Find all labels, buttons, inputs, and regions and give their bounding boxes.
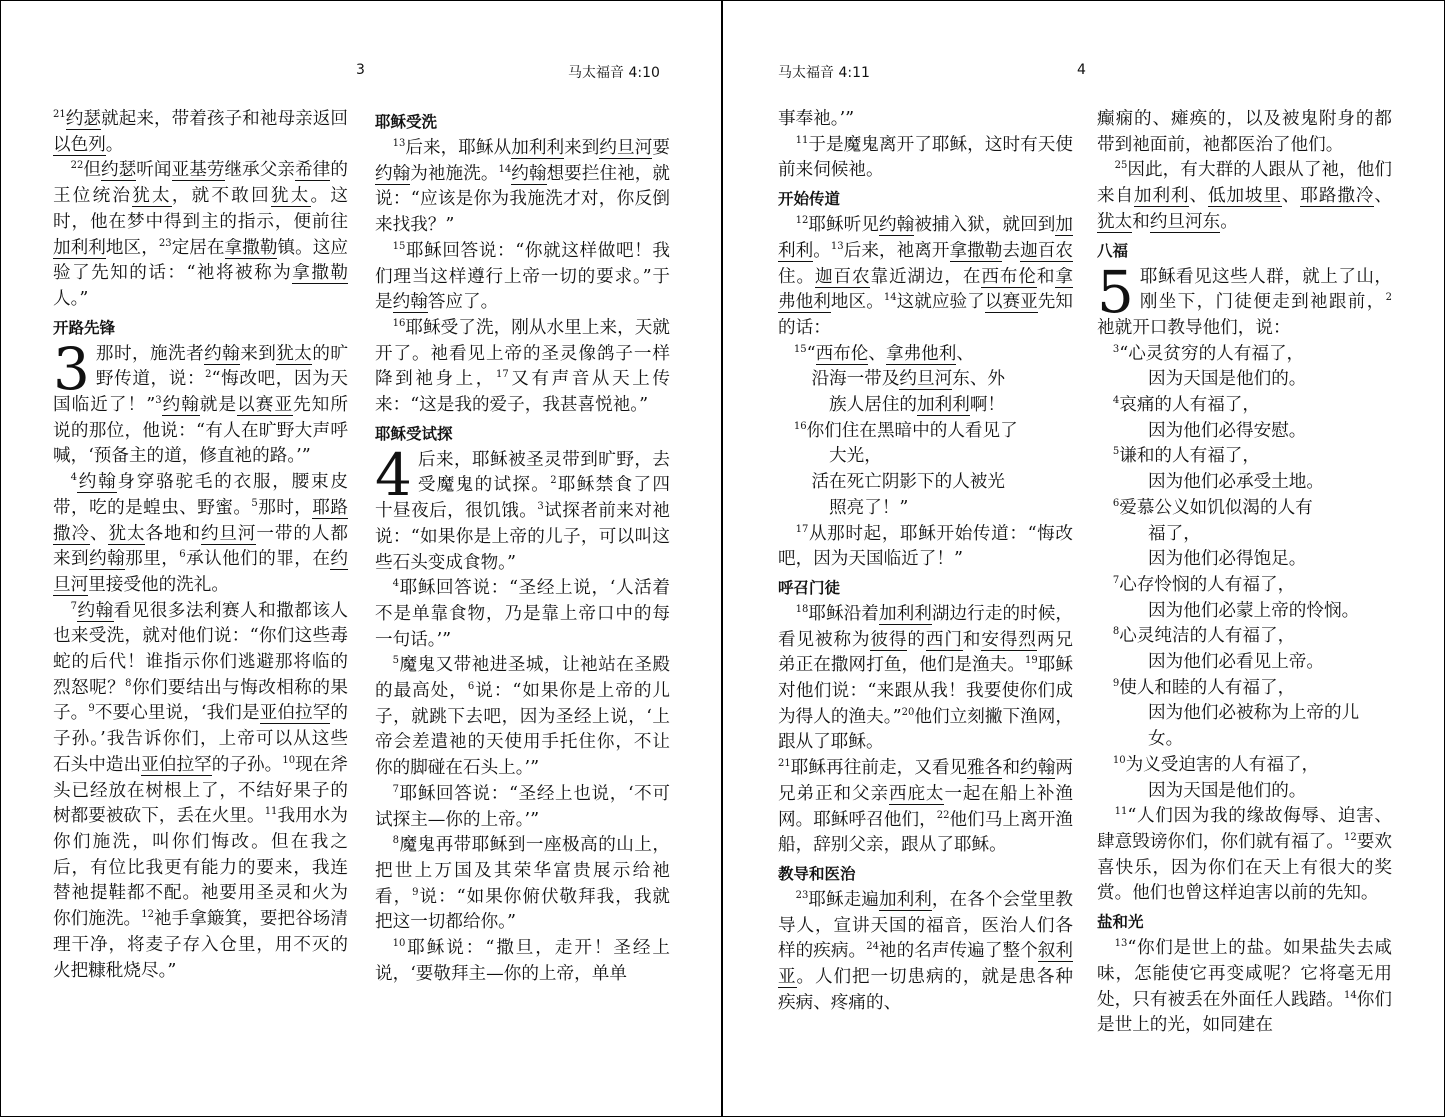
proper-noun: 安得烈 bbox=[981, 629, 1037, 650]
verse-number: 8 bbox=[125, 677, 132, 689]
verse-number: 4 bbox=[70, 472, 77, 484]
verse-paragraph: $^{22}$但约瑟听闻亚基劳继承父亲希律的王位统治犹太，就不敢回犹太。这时，他在梦中得到主的指示，便前往加利利地区，$^{23}$定居在拿撒勒镇。这应验了先知的话：“祂将被称为拿撒勒人。” bbox=[53, 160, 348, 309]
proper-noun: 加利利 bbox=[511, 138, 565, 158]
proper-noun: 雅各 bbox=[967, 758, 1003, 779]
verse-number: 4 bbox=[1112, 395, 1120, 407]
verse-number: 8 bbox=[1112, 626, 1120, 638]
verse-number: 21 bbox=[53, 109, 66, 121]
verse-paragraph: $^{17}$从那时起，耶稣开始传道：“悔改吧，因为天国临近了！” bbox=[778, 523, 1073, 570]
proper-noun: 加利利 bbox=[53, 237, 106, 258]
verse-number: 20 bbox=[901, 706, 915, 718]
proper-noun: 加利利 bbox=[917, 395, 970, 416]
poetry-line: 因为他们必得安慰。 bbox=[1148, 420, 1307, 441]
verse-number: 21 bbox=[778, 758, 791, 770]
poetry-line: $^{15}$“西布伦、拿弗他利、 bbox=[793, 343, 974, 364]
poetry-block bbox=[778, 342, 1073, 522]
proper-noun: 拿弗他利 bbox=[778, 266, 1073, 313]
chapter-paragraph: 4 后来，耶稣被圣灵带到旷野，去受魔鬼的试探。$^2$耶稣禁食了四十昼夜后，很饥饿。$^3$试探者前来对祂说：“如果你是上帝的儿子，可以叫这些石头变成食物。” bbox=[375, 440, 670, 573]
proper-noun: 以色列 bbox=[53, 134, 106, 155]
proper-noun: 西布伦 bbox=[815, 343, 869, 364]
proper-noun: 耶路撒冷 bbox=[1300, 186, 1375, 207]
poetry-line: 族人居住的加利利啊！ bbox=[829, 395, 1006, 416]
verse-paragraph: $^7$约翰看见很多法利赛人和撒都该人也来受洗，就对他们说：“你们这些毒蛇的后代！谁指示你们逃避那将临的烈怒呢？$^8$你们要结出与悔改相称的果子。$^9$不要心里说，‘我们是亚伯拉罕的子孙。’我告诉你们，上帝可以从这些石头中造出亚伯拉罕的子孙。$^{10}$现在斧头已经放在树根上了，不结好果子的树都要被砍下，丢在火里。$^{11}$我用水为你们施洗，叫你们悔改。但在我之后，有位比我更有能力的要来，我连替祂提鞋都不配。祂要用圣灵和火为你们施洗。$^{12}$祂手拿簸箕，要把谷场清理干净，将麦子存入仓里，用不灭的火把糠秕烧尽。” bbox=[53, 600, 348, 981]
verse-number: 4 bbox=[392, 578, 399, 590]
left-page bbox=[0, 0, 721, 1117]
proper-noun: 约翰 bbox=[76, 472, 118, 493]
proper-noun: 约翰 bbox=[204, 343, 241, 364]
verse-number: 8 bbox=[392, 835, 399, 847]
proper-noun: 约翰 bbox=[878, 215, 915, 236]
proper-noun: 约旦河 bbox=[200, 523, 257, 544]
verse-number: 17 bbox=[495, 369, 509, 381]
verse-number: 6 bbox=[179, 549, 186, 561]
poetry-line: 大光， bbox=[829, 446, 882, 467]
proper-noun: 约旦河 bbox=[899, 369, 953, 390]
proper-noun: 亚伯拉罕 bbox=[259, 703, 331, 724]
verse-number: 15 bbox=[793, 343, 807, 355]
verse-paragraph: $^{18}$耶稣沿着加利利湖边行走的时候，看见被称为彼得的西门和安得烈两兄弟正在撒网打鱼，他们是渔夫。$^{19}$耶稣对他们说：“来跟从我！我要使你们成为得人的渔夫。”$^{20}$他们立刻撇下渔网，跟从了耶稣。 bbox=[778, 603, 1073, 753]
proper-noun: 犹太 bbox=[276, 343, 313, 364]
verse-paragraph: $^{15}$耶稣回答说：“你就这样做吧！我们理当这样遵行上帝一切的要求。”于是约翰答应了。 bbox=[375, 240, 670, 313]
proper-noun: 西门 bbox=[925, 629, 963, 650]
poetry-block bbox=[1097, 342, 1392, 805]
proper-noun: 加利利 bbox=[878, 603, 932, 624]
verse-number: 10 bbox=[392, 938, 406, 950]
section-heading: 耶稣受试探 bbox=[375, 424, 453, 443]
chapter-number: 3 bbox=[53, 334, 90, 403]
proper-noun: 拿弗他利 bbox=[885, 343, 957, 364]
proper-noun: 约翰 bbox=[511, 163, 547, 184]
verse-number: 13 bbox=[830, 240, 844, 252]
verse-number: 10 bbox=[282, 755, 296, 767]
poetry-line: $^5$谦和的人有福了， bbox=[1112, 446, 1260, 467]
section-heading: 教导和医治 bbox=[778, 864, 856, 883]
verse-number: 10 bbox=[1112, 755, 1126, 767]
verse-paragraph: $^4$约翰身穿骆驼毛的衣服，腰束皮带，吃的是蝗虫、野蜜。$^5$那时，耶路撒冷、犹太各地和约旦河一带的人都来到约翰那里，$^6$承认他们的罪，在约旦河里接受他的洗礼。 bbox=[53, 472, 348, 595]
poetry-line: 照亮了！” bbox=[829, 497, 909, 518]
poetry-line: 因为他们必被称为上帝的儿女。 bbox=[1148, 703, 1360, 750]
verse-number: 12 bbox=[141, 909, 154, 921]
poetry-line: $^9$使人和睦的人有福了， bbox=[1112, 677, 1296, 698]
verse-number: 14 bbox=[883, 292, 897, 304]
verse-number: 2 bbox=[550, 475, 557, 487]
proper-noun: 亚伯拉罕 bbox=[141, 754, 212, 775]
verse-number: 3 bbox=[1112, 343, 1120, 355]
verse-number: 16 bbox=[793, 420, 807, 432]
verse-number: 13 bbox=[392, 138, 406, 150]
verse-number: 2 bbox=[205, 369, 212, 381]
proper-noun: 约翰 bbox=[76, 600, 114, 621]
section-heading: 呼召门徒 bbox=[778, 578, 841, 597]
proper-noun: 彼得 bbox=[870, 629, 908, 650]
poetry-line: 因为天国是他们的。 bbox=[1148, 780, 1307, 801]
text-column-1 bbox=[53, 107, 348, 984]
chapter-paragraph: 3 那时，施洗者约翰来到犹太的旷野传道，说：$^2$“悔改吧，因为天国临近了！”$^3$约翰就是以赛亚先知所说的那位，他说：“有人在旷野大声呼喊，‘预备主的道，修直祂的路。’” bbox=[53, 334, 348, 467]
verse-number: 15 bbox=[392, 240, 406, 252]
section-heading: 八福 bbox=[1097, 241, 1129, 260]
verse-number: 12 bbox=[795, 215, 809, 227]
page-number: 4 bbox=[1077, 62, 1086, 78]
verse-number: 12 bbox=[1343, 832, 1357, 844]
proper-noun: 以赛亚 bbox=[984, 292, 1038, 313]
verse-number: 22 bbox=[936, 809, 950, 821]
proper-noun: 约瑟 bbox=[65, 109, 102, 129]
verse-paragraph: $^{12}$耶稣听见约翰被捕入狱，就回到加利利。$^{13}$后来，祂离开拿撒勒去迦百农住。迦百农靠近湖边，在西布伦和拿弗他利地区。$^{14}$这就应验了以赛亚先知的话： bbox=[778, 215, 1073, 338]
proper-noun: 迦百农 bbox=[1020, 240, 1073, 261]
section-heading: 盐和光 bbox=[1097, 913, 1144, 932]
text-column-2 bbox=[1097, 107, 1392, 1039]
proper-noun: 约旦河东 bbox=[1149, 211, 1221, 232]
verse-number: 23 bbox=[795, 890, 809, 902]
verse-number: 3 bbox=[537, 501, 544, 513]
poetry-line: $^8$心灵纯洁的人有福了， bbox=[1112, 626, 1296, 647]
proper-noun: 约旦河 bbox=[53, 549, 348, 595]
proper-noun: 加利利 bbox=[1133, 186, 1190, 207]
proper-noun: 犹太 bbox=[270, 186, 311, 207]
text-column-1 bbox=[778, 107, 1073, 1017]
section-heading: 开路先锋 bbox=[53, 318, 116, 337]
right-page bbox=[723, 0, 1445, 1117]
verse-paragraph: $^{21}$约瑟就起来，带着孩子和祂母亲返回以色列。 bbox=[53, 109, 348, 155]
poetry-line: $^{10}$为义受迫害的人有福了， bbox=[1112, 754, 1320, 775]
verse-paragraph: $^5$魔鬼又带祂进圣城，让祂站在圣殿的最高处，$^6$说：“如果你是上帝的儿子，就跳下去吧，因为圣经上说，‘上帝会差遣祂的天使用手托住你，不让你的脚碰在石头上。’” bbox=[375, 655, 670, 779]
poetry-line: 因为他们必承受土地。 bbox=[1148, 472, 1324, 493]
proper-noun: 迦百农 bbox=[814, 266, 871, 287]
page-number: 3 bbox=[356, 62, 365, 78]
verse-number: 5 bbox=[392, 655, 399, 667]
verse-number: 3 bbox=[155, 395, 162, 407]
verse-paragraph: $^4$耶稣回答说：“圣经上说，‘人活着不是单靠食物，乃是靠上帝口中的每一句话。’” bbox=[375, 578, 670, 650]
proper-noun: 希律 bbox=[295, 160, 331, 181]
proper-noun: 亚基劳 bbox=[171, 160, 225, 181]
proper-noun: 耶路撒冷 bbox=[53, 497, 348, 544]
poetry-line: 因为他们必蒙上帝的怜悯。 bbox=[1148, 600, 1360, 621]
verse-number: 6 bbox=[467, 681, 475, 693]
proper-noun: 犹太 bbox=[108, 523, 146, 544]
verse-number: 9 bbox=[88, 703, 95, 715]
section-heading: 耶稣受洗 bbox=[375, 113, 438, 131]
poetry-line: 福了， bbox=[1148, 523, 1201, 544]
verse-number: 13 bbox=[1114, 938, 1128, 950]
proper-noun: 约瑟 bbox=[101, 160, 137, 181]
verse-paragraph: 癫痫的、瘫痪的，以及被鬼附身的都带到祂面前，祂都医治了他们。 bbox=[1097, 109, 1392, 155]
proper-noun: 约翰 bbox=[161, 395, 200, 416]
verse-paragraph: $^{21}$耶稣再往前走，又看见雅各和约翰两兄弟正和父亲西庇太一起在船上补渔网。耶稣呼召他们，$^{22}$他们马上离开渔船，辞别父亲，跟从了耶稣。 bbox=[778, 758, 1073, 856]
verse-number: 22 bbox=[70, 160, 84, 172]
proper-noun: 约翰 bbox=[89, 549, 126, 570]
poetry-line: 因为他们必得饱足。 bbox=[1148, 549, 1307, 570]
proper-noun: 叙利亚 bbox=[778, 941, 1073, 988]
verse-number: 16 bbox=[392, 318, 406, 330]
verse-number: 11 bbox=[1114, 806, 1128, 818]
poetry-line: 沿海一带及约旦河东、外 bbox=[811, 369, 1006, 390]
verse-number: 7 bbox=[392, 784, 399, 796]
text-column-2 bbox=[375, 107, 670, 988]
verse-number: 7 bbox=[1112, 575, 1120, 587]
verse-number: 5 bbox=[251, 497, 258, 509]
running-head: 马太福音 4:11 bbox=[778, 65, 870, 81]
verse-number: 9 bbox=[412, 886, 419, 898]
verse-number: 9 bbox=[1112, 677, 1120, 689]
verse-number: 11 bbox=[795, 134, 809, 146]
verse-paragraph: $^{10}$耶稣说：“撒旦，走开！圣经上说，‘要敬拜主—你的上帝，单单 bbox=[375, 938, 670, 984]
poetry-line: $^7$心存怜悯的人有福了， bbox=[1112, 574, 1296, 595]
verse-number: 19 bbox=[1024, 655, 1038, 667]
proper-noun: 加利利 bbox=[778, 215, 1073, 261]
proper-noun: 约翰 bbox=[1020, 758, 1056, 779]
verse-paragraph: $^8$魔鬼再带耶稣到一座极高的山上，把世上万国及其荣华富贵展示给祂看，$^9$说：“如果你俯伏敬拜我，我就把这一切都给你。” bbox=[375, 835, 670, 933]
poetry-line: $^4$哀痛的人有福了， bbox=[1112, 395, 1260, 416]
poetry-line: $^3$“心灵贫穷的人有福了， bbox=[1112, 343, 1305, 364]
verse-number: 14 bbox=[1343, 989, 1357, 1001]
chapter-number: 5 bbox=[1097, 257, 1134, 326]
proper-noun: 加利利 bbox=[878, 889, 932, 910]
proper-noun: 犹太 bbox=[132, 186, 172, 207]
proper-noun: 西布伦 bbox=[981, 266, 1037, 287]
verse-number: 6 bbox=[1112, 497, 1120, 509]
verse-number: 25 bbox=[1114, 160, 1128, 172]
verse-paragraph: $^{16}$耶稣受了洗，刚从水里上来，天就开了。祂看见上帝的圣灵像鸽子一样降到祂身上，$^{17}$又有声音从天上传来：“这是我的爱子，我甚喜悦祂。” bbox=[375, 317, 670, 416]
verse-paragraph: 事奉祂。’” bbox=[778, 109, 855, 129]
proper-noun: 低加坡里 bbox=[1207, 186, 1282, 207]
section-heading: 开始传道 bbox=[778, 190, 841, 209]
chapter-paragraph: 5 耶稣看见这些人群，就上了山，刚坐下，门徒便走到祂跟前，$^2$祂就开口教导他们，说： bbox=[1097, 257, 1392, 338]
proper-noun: 以赛亚 bbox=[237, 395, 294, 416]
verse-number: 7 bbox=[70, 600, 77, 612]
verse-paragraph: $^{13}$后来，耶稣从加利利来到约旦河要约翰为祂施洗。$^{14}$约翰想要拦住祂，就说：“应该是你为我施洗才对，你反倒来找我？” bbox=[375, 138, 670, 236]
verse-paragraph: $^{11}$于是魔鬼离开了耶稣，这时有天使前来伺候祂。 bbox=[778, 134, 1073, 181]
verse-number: 17 bbox=[795, 523, 809, 535]
verse-number: 11 bbox=[264, 806, 278, 818]
verse-number: 18 bbox=[795, 604, 809, 616]
poetry-line: $^6$爱慕公义如饥似渴的人有 bbox=[1112, 497, 1313, 518]
proper-noun: 拿撒勒 bbox=[292, 263, 348, 284]
verse-number: 23 bbox=[158, 237, 172, 249]
poetry-line: 因为天国是他们的。 bbox=[1148, 369, 1307, 390]
verse-paragraph: $^{13}$“你们是世上的盐。如果盐失去咸味，怎能使它再变咸呢？它将毫无用处，只有被丢在外面任人践踏。$^{14}$你们是世上的光，如同建在 bbox=[1097, 938, 1392, 1036]
poetry-line: 活在死亡阴影下的人被光 bbox=[811, 472, 1005, 493]
running-head: 马太福音 4:10 bbox=[568, 65, 660, 81]
poetry-line: 因为他们必看见上帝。 bbox=[1148, 652, 1324, 673]
proper-noun: 拿撒勒 bbox=[949, 240, 1003, 261]
chapter-number: 4 bbox=[375, 440, 412, 509]
poetry-line: $^{16}$你们住在黑暗中的人看见了 bbox=[793, 420, 1018, 441]
verse-paragraph: $^{23}$耶稣走遍加利利，在各个会堂里教导人，宣讲天国的福音，医治人们各样的疾病。$^{24}$祂的名声传遍了整个叙利亚。人们把一切患病的，就是患各种疾病、疼痛的、 bbox=[778, 889, 1073, 1013]
proper-noun: 西庇太 bbox=[888, 783, 945, 804]
proper-noun: 犹太 bbox=[1097, 211, 1133, 232]
verse-number: 24 bbox=[866, 941, 879, 953]
verse-paragraph: $^{25}$因此，有大群的人跟从了祂，他们来自加利利、低加坡里、耶路撒冷、犹太和约旦河东。 bbox=[1097, 160, 1392, 232]
proper-noun: 拿撒勒 bbox=[224, 237, 278, 258]
verse-number: 2 bbox=[1385, 292, 1392, 304]
verse-number: 5 bbox=[1112, 446, 1120, 458]
proper-noun: 约翰 bbox=[375, 163, 411, 184]
proper-noun: 约旦河 bbox=[599, 138, 653, 158]
verse-paragraph: $^7$耶稣回答说：“圣经上也说，‘不可试探主—你的上帝。’” bbox=[375, 783, 670, 830]
proper-noun: 约翰 bbox=[392, 292, 428, 313]
verse-number: 14 bbox=[498, 163, 512, 175]
verse-paragraph: $^{11}$“人们因为我的缘故侮辱、迫害、肆意毁谤你们，你们就有福了。$^{12}$要欢喜快乐，因为你们在天上有很大的奖赏。他们也曾这样迫害以前的先知。 bbox=[1097, 806, 1392, 904]
